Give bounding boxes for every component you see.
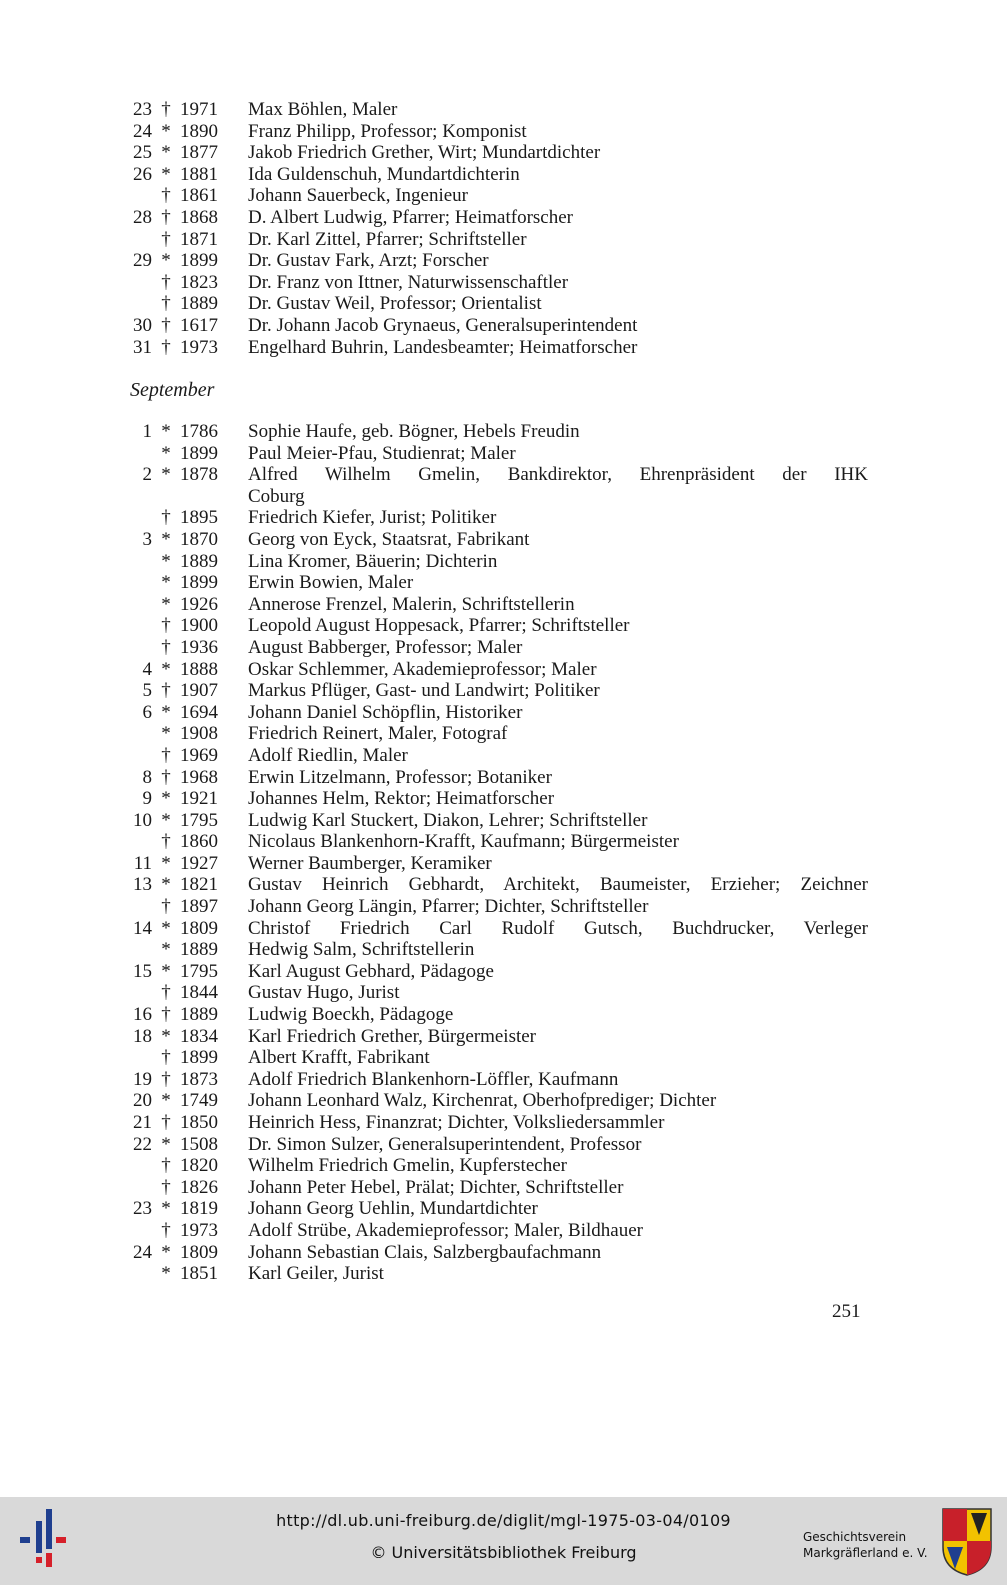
- day-number: 23: [133, 1198, 152, 1220]
- day-number: 26: [133, 163, 152, 185]
- birth-death-symbol: *: [161, 1133, 171, 1155]
- year: 1968: [180, 766, 218, 788]
- year: 1873: [180, 1068, 218, 1090]
- person-description: Engelhard Buhrin, Landesbeamter; Heimatforscher: [248, 336, 638, 358]
- year: 1936: [180, 636, 218, 658]
- person-description: Sophie Haufe, geb. Bögner, Hebels Freudin: [248, 421, 580, 442]
- birth-death-symbol: *: [161, 464, 171, 486]
- person-description: Alfred Wilhelm Gmelin, Bankdirektor, Ehrenpräsident der IHK: [248, 464, 868, 486]
- birth-death-symbol: †: [161, 1004, 171, 1026]
- birth-death-symbol: *: [161, 120, 171, 142]
- birth-death-symbol: *: [161, 658, 171, 680]
- person-description: Adolf Friedrich Blankenhorn-Löffler, Kaufmann: [248, 1068, 619, 1090]
- birth-death-symbol: *: [161, 809, 171, 831]
- day-number: 23: [133, 99, 152, 120]
- page-number: 251: [832, 1301, 861, 1322]
- year: 1823: [180, 271, 218, 293]
- birth-death-symbol: *: [161, 163, 171, 185]
- birth-death-symbol: †: [161, 271, 171, 293]
- person-description: Dr. Johann Jacob Grynaeus, Generalsuperintendent: [248, 314, 638, 336]
- person-description: Gustav Hugo, Jurist: [248, 982, 400, 1004]
- year: 1900: [180, 615, 218, 637]
- year: 1851: [180, 1263, 218, 1285]
- date-list-september: [118, 421, 878, 1285]
- day-number: 6: [142, 701, 152, 723]
- list-item: [118, 702, 878, 724]
- list-item: [118, 1155, 878, 1177]
- day-number: 24: [133, 120, 152, 142]
- year: 1888: [180, 658, 218, 680]
- day-number: 28: [133, 206, 152, 228]
- list-item: [118, 1004, 878, 1026]
- coat-of-arms-icon: [941, 1507, 993, 1577]
- day-number: 25: [133, 142, 152, 164]
- day-number: 2: [142, 464, 152, 486]
- list-item: [118, 1134, 878, 1156]
- person-description: Lina Kromer, Bäuerin; Dichterin: [248, 550, 498, 572]
- year: 1508: [180, 1133, 218, 1155]
- birth-death-symbol: †: [161, 507, 171, 529]
- section-heading: September: [130, 379, 215, 401]
- person-description: Johann Daniel Schöpflin, Historiker: [248, 701, 523, 723]
- person-description: Annerose Frenzel, Malerin, Schriftstellerin: [248, 593, 575, 615]
- year: 1927: [180, 852, 218, 874]
- person-description: Nicolaus Blankenhorn-Krafft, Kaufmann; Bürgermeister: [248, 831, 679, 853]
- birth-death-symbol: †: [161, 896, 171, 918]
- birth-death-symbol: †: [161, 206, 171, 228]
- birth-death-symbol: †: [161, 228, 171, 250]
- birth-death-symbol: *: [161, 250, 171, 272]
- list-item: [118, 594, 878, 616]
- year: 1809: [180, 917, 218, 939]
- day-number: 29: [133, 250, 152, 272]
- list-item: [118, 121, 878, 143]
- list-item: [118, 1242, 878, 1264]
- year: 1850: [180, 1112, 218, 1133]
- birth-death-symbol: †: [161, 1155, 171, 1177]
- list-item: [118, 659, 878, 681]
- year: 1694: [180, 701, 218, 723]
- birth-death-symbol: *: [161, 1090, 171, 1112]
- person-description: Leopold August Hoppesack, Pfarrer; Schriftsteller: [248, 615, 630, 637]
- person-description: Johann Georg Uehlin, Mundartdichter: [248, 1198, 538, 1220]
- person-description: Johann Peter Hebel, Prälat; Dichter, Schriftsteller: [248, 1176, 624, 1198]
- person-description: Johann Leonhard Walz, Kirchenrat, Oberhofprediger; Dichter: [248, 1090, 717, 1112]
- birth-death-symbol: †: [161, 336, 171, 358]
- list-item: [118, 1090, 878, 1112]
- person-description: Johann Georg Längin, Pfarrer; Dichter, Schriftsteller: [248, 896, 649, 918]
- list-item: [118, 99, 878, 121]
- birth-death-symbol: *: [161, 723, 171, 745]
- list-item: [118, 1112, 878, 1134]
- day-number: 31: [133, 336, 152, 358]
- year: 1895: [180, 507, 218, 529]
- organization-line-1: Geschichtsverein: [803, 1530, 907, 1544]
- organization-name: [803, 1529, 933, 1561]
- year: 1908: [180, 723, 218, 745]
- list-item: [118, 142, 878, 164]
- year: 1819: [180, 1198, 218, 1220]
- person-description: Max Böhlen, Maler: [248, 99, 398, 120]
- birth-death-symbol: *: [161, 917, 171, 939]
- person-description: Christof Friedrich Carl Rudolf Gutsch, Buchdrucker, Verleger: [248, 917, 868, 939]
- document-url[interactable]: http://dl.ub.uni-freiburg.de/diglit/mgl-1975-03-04/0109: [276, 1511, 731, 1530]
- birth-death-symbol: *: [161, 701, 171, 723]
- list-item: [118, 1177, 878, 1199]
- list-item: [118, 874, 878, 896]
- list-item: [118, 982, 878, 1004]
- person-description: Erwin Litzelmann, Professor; Botaniker: [248, 766, 552, 788]
- day-number: 10: [133, 809, 152, 831]
- person-description: Friedrich Reinert, Maler, Fotograf: [248, 723, 508, 745]
- person-description: Werner Baumberger, Keramiker: [248, 852, 492, 874]
- person-description: Georg von Eyck, Staatsrat, Fabrikant: [248, 528, 530, 550]
- birth-death-symbol: *: [161, 572, 171, 594]
- year: 1820: [180, 1155, 218, 1177]
- list-item: [118, 1263, 878, 1285]
- person-description: Johannes Helm, Rektor; Heimatforscher: [248, 788, 555, 810]
- day-number: 4: [142, 658, 152, 680]
- birth-death-symbol: *: [161, 442, 171, 464]
- birth-death-symbol: †: [161, 1112, 171, 1133]
- birth-death-symbol: *: [161, 960, 171, 982]
- list-item: [118, 421, 878, 443]
- person-description: Paul Meier-Pfau, Studienrat; Maler: [248, 442, 516, 464]
- day-number: 19: [133, 1068, 152, 1090]
- year: 1868: [180, 206, 218, 228]
- person-description: Johann Sebastian Clais, Salzbergbaufachmann: [248, 1241, 602, 1263]
- year: 1844: [180, 982, 218, 1004]
- birth-death-symbol: *: [161, 1263, 171, 1285]
- list-item: [118, 1220, 878, 1242]
- copyright-notice: © Universitätsbibliothek Freiburg: [370, 1543, 637, 1562]
- day-number: 9: [142, 788, 152, 810]
- year: 1749: [180, 1090, 218, 1112]
- year: 1973: [180, 336, 218, 358]
- year: 1921: [180, 788, 218, 810]
- person-description: D. Albert Ludwig, Pfarrer; Heimatforscher: [248, 206, 574, 228]
- person-description: Karl Friedrich Grether, Bürgermeister: [248, 1025, 537, 1047]
- list-item: [118, 1026, 878, 1048]
- list-item: [118, 443, 878, 465]
- year: 1795: [180, 960, 218, 982]
- list-item: [118, 853, 878, 875]
- list-item: [118, 551, 878, 573]
- person-description: Karl August Gebhard, Pädagoge: [248, 960, 494, 982]
- list-item: [118, 767, 878, 789]
- year: 1899: [180, 442, 218, 464]
- person-description: Dr. Gustav Weil, Professor; Orientalist: [248, 293, 542, 315]
- birth-death-symbol: †: [161, 1176, 171, 1198]
- person-description: Ludwig Boeckh, Pädagoge: [248, 1004, 454, 1026]
- list-item: [118, 1069, 878, 1091]
- birth-death-symbol: †: [161, 1047, 171, 1069]
- birth-death-symbol: *: [161, 874, 171, 896]
- day-number: 14: [133, 917, 152, 939]
- list-item: [118, 723, 878, 745]
- year: 1617: [180, 314, 218, 336]
- year: 1878: [180, 464, 218, 486]
- list-item: [118, 939, 878, 961]
- day-number: 1: [142, 421, 152, 442]
- year: 1889: [180, 550, 218, 572]
- list-item: [118, 788, 878, 810]
- year: 1889: [180, 1004, 218, 1026]
- person-description: Markus Pflüger, Gast- und Landwirt; Politiker: [248, 680, 600, 702]
- list-item: [118, 831, 878, 853]
- person-description: Dr. Karl Zittel, Pfarrer; Schriftsteller: [248, 228, 527, 250]
- list-item: [118, 1047, 878, 1069]
- list-item: [118, 486, 878, 508]
- person-description: Albert Krafft, Fabrikant: [248, 1047, 430, 1069]
- year: 1897: [180, 896, 218, 918]
- day-number: 21: [133, 1112, 152, 1133]
- person-description: Oskar Schlemmer, Akademieprofessor; Maler: [248, 658, 597, 680]
- list-item: [118, 1198, 878, 1220]
- year: 1971: [180, 99, 218, 120]
- birth-death-symbol: *: [161, 788, 171, 810]
- year: 1890: [180, 120, 218, 142]
- year: 1870: [180, 528, 218, 550]
- list-item: [118, 464, 878, 486]
- year: 1834: [180, 1025, 218, 1047]
- list-item: [118, 185, 878, 207]
- person-description: Ludwig Karl Stuckert, Diakon, Lehrer; Schriftsteller: [248, 809, 648, 831]
- year: 1881: [180, 163, 218, 185]
- year: 1889: [180, 293, 218, 315]
- year: 1809: [180, 1241, 218, 1263]
- list-item: [118, 896, 878, 918]
- year: 1889: [180, 939, 218, 961]
- person-description: Wilhelm Friedrich Gmelin, Kupferstecher: [248, 1155, 567, 1177]
- day-number: 15: [133, 960, 152, 982]
- birth-death-symbol: *: [161, 939, 171, 961]
- list-item: [118, 680, 878, 702]
- day-number: 22: [133, 1133, 152, 1155]
- year: 1795: [180, 809, 218, 831]
- day-number: 18: [133, 1025, 152, 1047]
- year: 1826: [180, 1176, 218, 1198]
- list-item: [118, 615, 878, 637]
- person-description: Dr. Gustav Fark, Arzt; Forscher: [248, 250, 489, 272]
- birth-death-symbol: *: [161, 528, 171, 550]
- year: 1877: [180, 142, 218, 164]
- person-description: Adolf Riedlin, Maler: [248, 744, 408, 766]
- year: 1899: [180, 1047, 218, 1069]
- person-description: Hedwig Salm, Schriftstellerin: [248, 939, 475, 961]
- birth-death-symbol: *: [161, 1241, 171, 1263]
- year: 1871: [180, 228, 218, 250]
- year: 1899: [180, 250, 218, 272]
- list-item: [118, 250, 878, 272]
- person-description: Erwin Bowien, Maler: [248, 572, 414, 594]
- day-number: 8: [142, 766, 152, 788]
- footer-bar: [0, 1497, 1007, 1585]
- list-item: [118, 572, 878, 594]
- list-item: [118, 810, 878, 832]
- person-description: Dr. Franz von Ittner, Naturwissenschaftler: [248, 271, 569, 293]
- person-description: Ida Guldenschuh, Mundartdichterin: [248, 163, 520, 185]
- birth-death-symbol: †: [161, 680, 171, 702]
- list-item: [118, 207, 878, 229]
- person-description: Franz Philipp, Professor; Komponist: [248, 120, 527, 142]
- list-item: [118, 229, 878, 251]
- list-item: [118, 745, 878, 767]
- year: 1786: [180, 421, 218, 442]
- list-item: [118, 337, 878, 359]
- birth-death-symbol: †: [161, 766, 171, 788]
- year: 1973: [180, 1219, 218, 1241]
- person-description: Dr. Simon Sulzer, Generalsuperintendent, Professor: [248, 1133, 642, 1155]
- day-number: 24: [133, 1241, 152, 1263]
- list-item: [118, 507, 878, 529]
- day-number: 16: [133, 1004, 152, 1026]
- date-list-august: [118, 99, 878, 358]
- year: 1926: [180, 593, 218, 615]
- list-item: [118, 918, 878, 940]
- birth-death-symbol: †: [161, 636, 171, 658]
- organization-line-2: Markgräflerland e. V.: [803, 1546, 928, 1560]
- list-item: [118, 272, 878, 294]
- list-item: [118, 164, 878, 186]
- year: 1860: [180, 831, 218, 853]
- birth-death-symbol: †: [161, 744, 171, 766]
- birth-death-symbol: *: [161, 1198, 171, 1220]
- person-description: Friedrich Kiefer, Jurist; Politiker: [248, 507, 497, 529]
- birth-death-symbol: *: [161, 550, 171, 572]
- person-description: August Babberger, Professor; Maler: [248, 636, 523, 658]
- birth-death-symbol: †: [161, 99, 171, 120]
- list-item: [118, 529, 878, 551]
- list-item: [118, 961, 878, 983]
- person-description: Jakob Friedrich Grether, Wirt; Mundartdichter: [248, 142, 601, 164]
- person-description: Johann Sauerbeck, Ingenieur: [248, 185, 469, 207]
- birth-death-symbol: *: [161, 421, 171, 442]
- day-number: 11: [133, 852, 152, 874]
- year: 1969: [180, 744, 218, 766]
- birth-death-symbol: †: [161, 831, 171, 853]
- birth-death-symbol: †: [161, 615, 171, 637]
- person-description: Coburg: [248, 485, 305, 507]
- birth-death-symbol: *: [161, 593, 171, 615]
- list-item: [118, 637, 878, 659]
- birth-death-symbol: *: [161, 852, 171, 874]
- list-item: [118, 293, 878, 315]
- person-description: Gustav Heinrich Gebhardt, Architekt, Baumeister, Erzieher; Zeichner: [248, 874, 868, 896]
- birth-death-symbol: †: [161, 314, 171, 336]
- birth-death-symbol: *: [161, 142, 171, 164]
- birth-death-symbol: †: [161, 982, 171, 1004]
- day-number: 5: [142, 680, 152, 702]
- person-description: Heinrich Hess, Finanzrat; Dichter, Volksliedersammler: [248, 1112, 665, 1133]
- birth-death-symbol: †: [161, 1219, 171, 1241]
- day-number: 3: [142, 528, 152, 550]
- birth-death-symbol: †: [161, 1068, 171, 1090]
- list-item: [118, 315, 878, 337]
- person-description: Adolf Strübe, Akademieprofessor; Maler, Bildhauer: [248, 1219, 643, 1241]
- person-description: Karl Geiler, Jurist: [248, 1263, 384, 1285]
- birth-death-symbol: †: [161, 185, 171, 207]
- year: 1861: [180, 185, 218, 207]
- birth-death-symbol: †: [161, 293, 171, 315]
- year: 1899: [180, 572, 218, 594]
- year: 1907: [180, 680, 218, 702]
- day-number: 20: [133, 1090, 152, 1112]
- day-number: 13: [133, 874, 152, 896]
- birth-death-symbol: *: [161, 1025, 171, 1047]
- day-number: 30: [133, 314, 152, 336]
- year: 1821: [180, 874, 218, 896]
